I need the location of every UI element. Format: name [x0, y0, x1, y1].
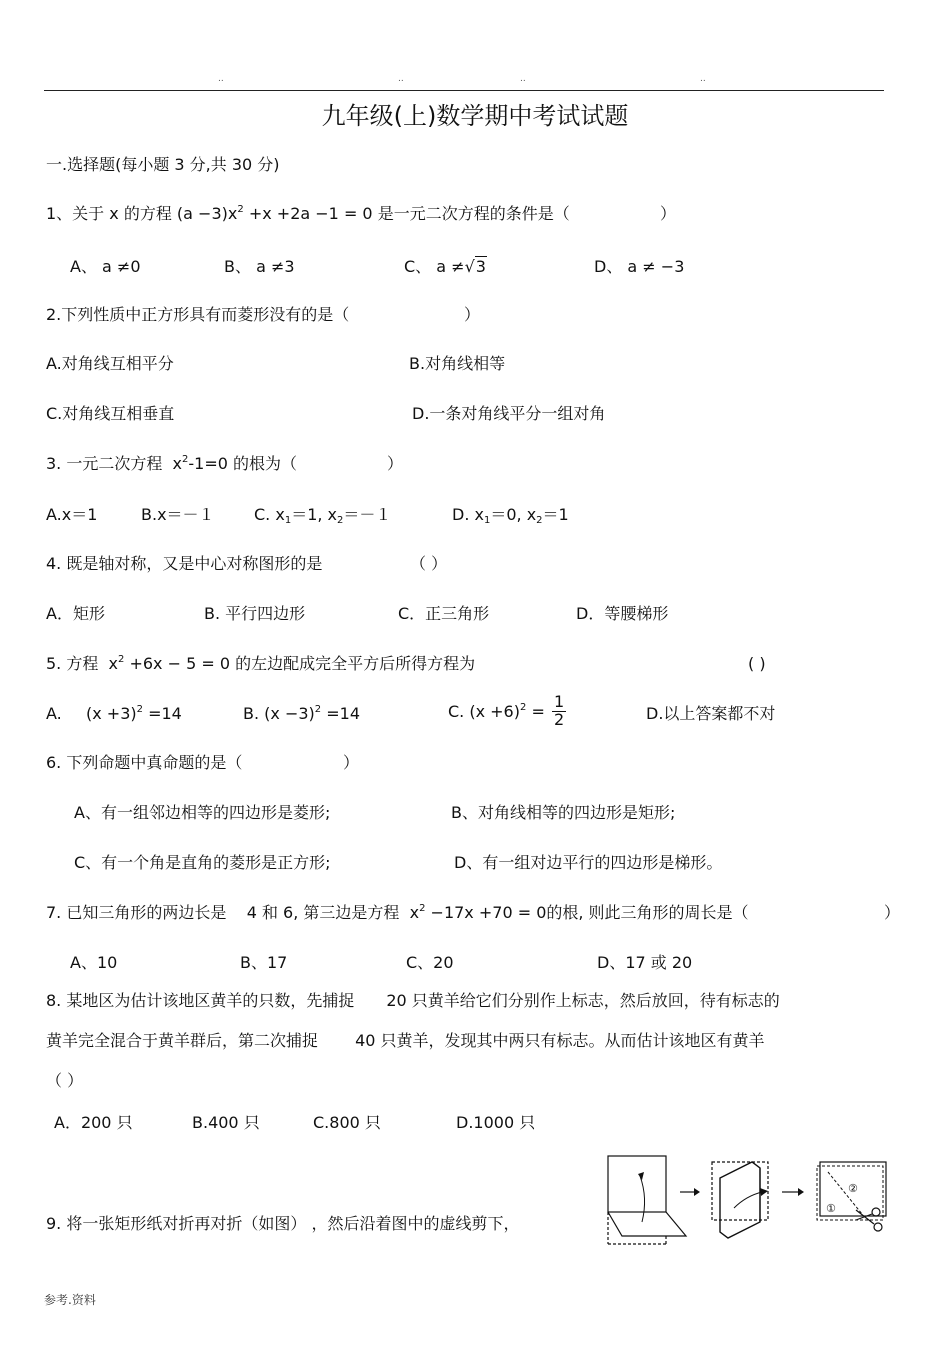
q1-stem-a: 1、关于 x 的方程: [46, 204, 172, 223]
q8-option-a: A．200 只: [54, 1113, 133, 1132]
header-dots-2: ..: [398, 74, 404, 84]
q6-option-b: B、对角线相等的四边形是矩形;: [451, 803, 676, 822]
q8-answer-paren: （ ）: [46, 1071, 84, 1090]
arrow-right-icon: [680, 1188, 700, 1196]
q6-answer-paren: ）: [343, 753, 360, 772]
q4-answer-paren: （ ）: [410, 554, 448, 573]
header-dots-3: ..: [520, 74, 526, 84]
question-5-stem: 5. 方程 $x^2 +6x - 5 = 0$ 的左边配成完全平方后所得方程为: [46, 654, 476, 673]
q1-stem-b: 是一元二次方程的条件是（: [377, 204, 570, 223]
fold-step-2: [712, 1162, 768, 1238]
question-8-line-1: 8. 某地区为估计该地区黄羊的只数，先捕捉 20 只黄羊给它们分别作上标志，然后放回，待有标志的: [46, 991, 780, 1010]
q6-option-d: D、有一组对边平行的四边形是梯形。: [454, 853, 723, 872]
q3-option-b: B.x＝－１: [141, 505, 215, 524]
q4-option-c: C．正三角形: [398, 604, 490, 623]
q5-option-d: D.以上答案都不对: [646, 704, 776, 723]
q2-option-b: B.对角线相等: [409, 354, 506, 373]
sqrt-symbol: √: [464, 257, 475, 276]
fold-mark-1: ①: [826, 1202, 836, 1215]
q5-option-c: C. $(x +6)^2$ = $\frac{1}{2}$: [448, 692, 565, 729]
q3-equation: $x^2-1=0$: [172, 454, 228, 473]
question-7-stem: 7. 已知三角形的两边长是 4 和 6, 第三边是方程 $x^2 -17x +70 = 0$的根, 则此三角形的周长是（: [46, 903, 749, 922]
q7-option-c: C、20: [406, 953, 454, 972]
q7-option-a: A、10: [70, 953, 118, 972]
fold-step-1: [608, 1156, 686, 1244]
question-3-stem: 3. 一元二次方程 $x^2-1=0$ 的根为（: [46, 454, 298, 473]
q8-option-c: C.800 只: [313, 1113, 381, 1132]
q2-option-c: C.对角线互相垂直: [46, 404, 175, 423]
q7-option-d: D、17 或 20: [597, 953, 693, 972]
q1-answer-paren: ）: [660, 204, 677, 223]
q5-answer-paren: ( ): [748, 654, 766, 673]
header-dots-4: ..: [700, 74, 706, 84]
question-1-stem: [46, 204, 570, 223]
arrow-right-icon: [782, 1188, 804, 1196]
header-dots-1: ..: [218, 74, 224, 84]
question-8-line-2: 黄羊完全混合于黄羊群后，第二次捕捉 40 只黄羊，发现其中两只有标志。从而估计该地区有黄羊: [46, 1031, 765, 1050]
fraction-one-half: $\frac{1}{2}$: [553, 692, 565, 729]
q4-option-b: B. 平行四边形: [204, 604, 306, 623]
fold-mark-2: ②: [848, 1182, 858, 1195]
q6-option-c: C、有一个角是直角的菱形是正方形;: [74, 853, 331, 872]
q4-option-a: A．矩形: [46, 604, 105, 623]
page-title: 九年级(上)数学期中考试试题: [321, 102, 629, 130]
q5-equation: $x^2 +6x - 5 = 0$: [108, 654, 231, 673]
q1-option-d: D、 a ≠ −3: [594, 257, 685, 276]
q3-option-d: D. $x_1=0$, $x_2=1$: [452, 505, 569, 526]
q1-equation: $(a -3)x^2 +x +2a -1 = 0$: [176, 204, 373, 223]
section-heading: 一.选择题(每小题 3 分,共 30 分): [46, 155, 280, 174]
q2-answer-paren: ）: [464, 305, 481, 324]
question-2-stem: 2.下列性质中正方形具有而菱形没有的是（: [46, 305, 350, 324]
header-rule: [44, 90, 884, 91]
q3-option-a: A.x＝1: [46, 505, 98, 524]
q2-option-a: A.对角线互相平分: [46, 354, 174, 373]
question-9-stem: 9. 将一张矩形纸对折再对折（如图） ，然后沿着图中的虚线剪下，: [46, 1214, 520, 1233]
q1-option-c: C、 a ≠√3: [404, 257, 486, 276]
footer-note: 参考.资料: [44, 1293, 96, 1307]
q5-option-b: B. $(x -3)^2 =14$: [243, 704, 361, 723]
q3-answer-paren: ）: [387, 454, 404, 473]
q4-option-d: D．等腰梯形: [576, 604, 669, 623]
q1-option-a: A、 a ≠0: [70, 257, 141, 276]
q7-equation: $x^2 -17x +70 = 0$: [409, 903, 547, 922]
paper-folding-figure: [600, 1150, 900, 1250]
q5-option-a-label: A.: [46, 704, 62, 723]
question-4-stem: 4. 既是轴对称，又是中心对称图形的是: [46, 554, 323, 573]
q1-option-b: B、 a ≠3: [224, 257, 295, 276]
q7-answer-paren: ）: [884, 903, 901, 922]
q3-option-c: C. $x_1=1$, $x_2=-1$: [254, 505, 392, 526]
q6-option-a: A、有一组邻边相等的四边形是菱形;: [74, 803, 331, 822]
q5-option-a: $(x +3)^2 =14$: [86, 704, 182, 723]
q8-option-b: B.400 只: [192, 1113, 260, 1132]
question-6-stem: 6. 下列命题中真命题的是（: [46, 753, 243, 772]
q8-option-d: D.1000 只: [456, 1113, 536, 1132]
q2-option-d: D.一条对角线平分一组对角: [412, 404, 606, 423]
q7-option-b: B、17: [240, 953, 288, 972]
